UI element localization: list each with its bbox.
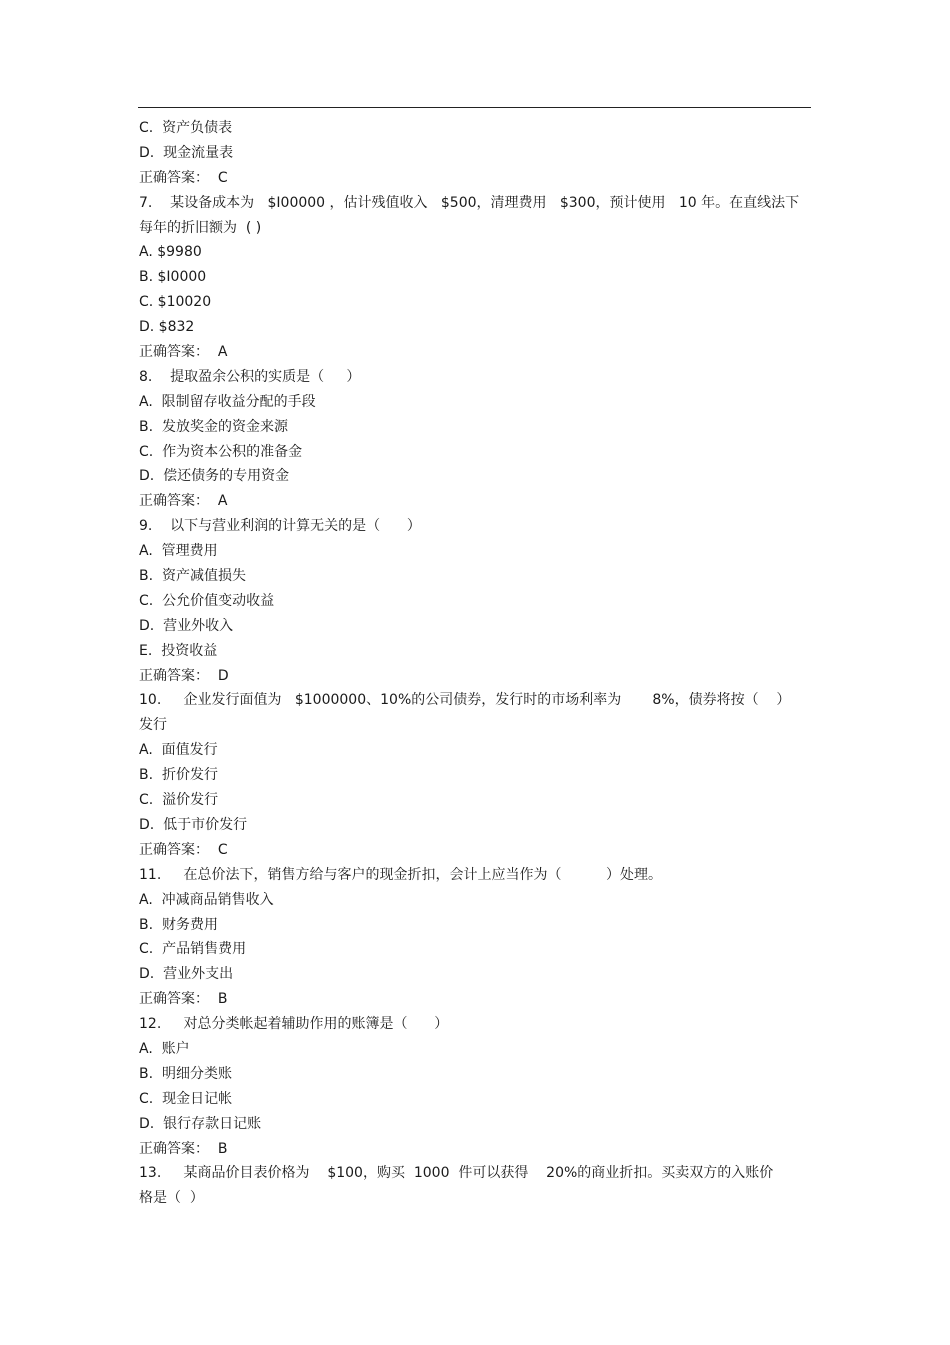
option-line: C. 公允价值变动收益 (139, 592, 275, 609)
option-line: C. 产品销售费用 (139, 941, 247, 958)
answer-line: 正确答案： A (139, 344, 228, 361)
answer-line: 正确答案： D (139, 667, 229, 684)
question-line: 13. 某商品价目表价格为 $100，购买 1000 件可以获得 20%的商业折扣。买卖双方的入账价 (139, 1165, 774, 1182)
option-line: D. 银行存款日记账 (139, 1115, 262, 1132)
question-line: 10. 企业发行面值为 $1000000、10%的公司债券，发行时的市场利率为 8%，债券将按（ ） (139, 692, 791, 709)
answer-line: 正确答案： C (139, 169, 228, 186)
option-line: C. 溢价发行 (139, 792, 219, 809)
option-line: A. 账户 (139, 1040, 190, 1057)
text-line: 发行 (139, 717, 167, 734)
option-line: B. 发放奖金的资金来源 (139, 418, 288, 435)
option-line: A. 冲减商品销售收入 (139, 891, 274, 908)
option-line: B. 资产减值损失 (139, 568, 246, 585)
option-line: A. 限制留存收益分配的手段 (139, 393, 316, 410)
question-line: 12. 对总分类帐起着辅助作用的账簿是（ ） (139, 1016, 449, 1033)
option-line: D. 营业外收入 (139, 617, 234, 634)
option-line: A. 管理费用 (139, 543, 218, 560)
text-line: 每年的折旧额为 ( ) (139, 219, 262, 236)
option-line: C. 作为资本公积的准备金 (139, 443, 303, 460)
text-line: 格是（ ） (139, 1190, 204, 1207)
option-line: D. 低于市价发行 (139, 816, 248, 833)
option-line: C. $10020 (139, 294, 212, 311)
question-line: 9. 以下与营业利润的计算无关的是（ ） (139, 518, 421, 535)
option-line: D. $832 (139, 319, 195, 336)
option-line: D. 偿还债务的专用资金 (139, 468, 290, 485)
question-line: 8. 提取盈余公积的实质是（ ） (139, 368, 361, 385)
option-line: C. 现金日记帐 (139, 1090, 233, 1107)
question-line: 7. 某设备成本为 $I00000 ，估计残值收入 $500，清理费用 $300，预计使用 10 年。在直线法下 (139, 194, 800, 211)
option-line: A. 面值发行 (139, 742, 218, 759)
option-line: D. 营业外支出 (139, 966, 234, 983)
answer-line: 正确答案： B (139, 1140, 228, 1157)
option-line: B. $I0000 (139, 269, 207, 286)
header-rule (138, 107, 811, 108)
answer-line: 正确答案： B (139, 991, 228, 1008)
option-line: B. 折价发行 (139, 767, 218, 784)
option-line: D. 现金流量表 (139, 144, 234, 161)
document-body (139, 116, 809, 1211)
answer-line: 正确答案： A (139, 493, 228, 510)
answer-line: 正确答案： C (139, 841, 228, 858)
option-line: C. 资产负债表 (139, 120, 233, 136)
question-line: 11. 在总价法下，销售方给与客户的现金折扣，会计上应当作为（ ）处理。 (139, 866, 663, 883)
option-line: A. $9980 (139, 244, 202, 261)
option-line: B. 明细分类账 (139, 1065, 232, 1082)
option-line: E. 投资收益 (139, 642, 218, 659)
option-line: B. 财务费用 (139, 916, 218, 933)
